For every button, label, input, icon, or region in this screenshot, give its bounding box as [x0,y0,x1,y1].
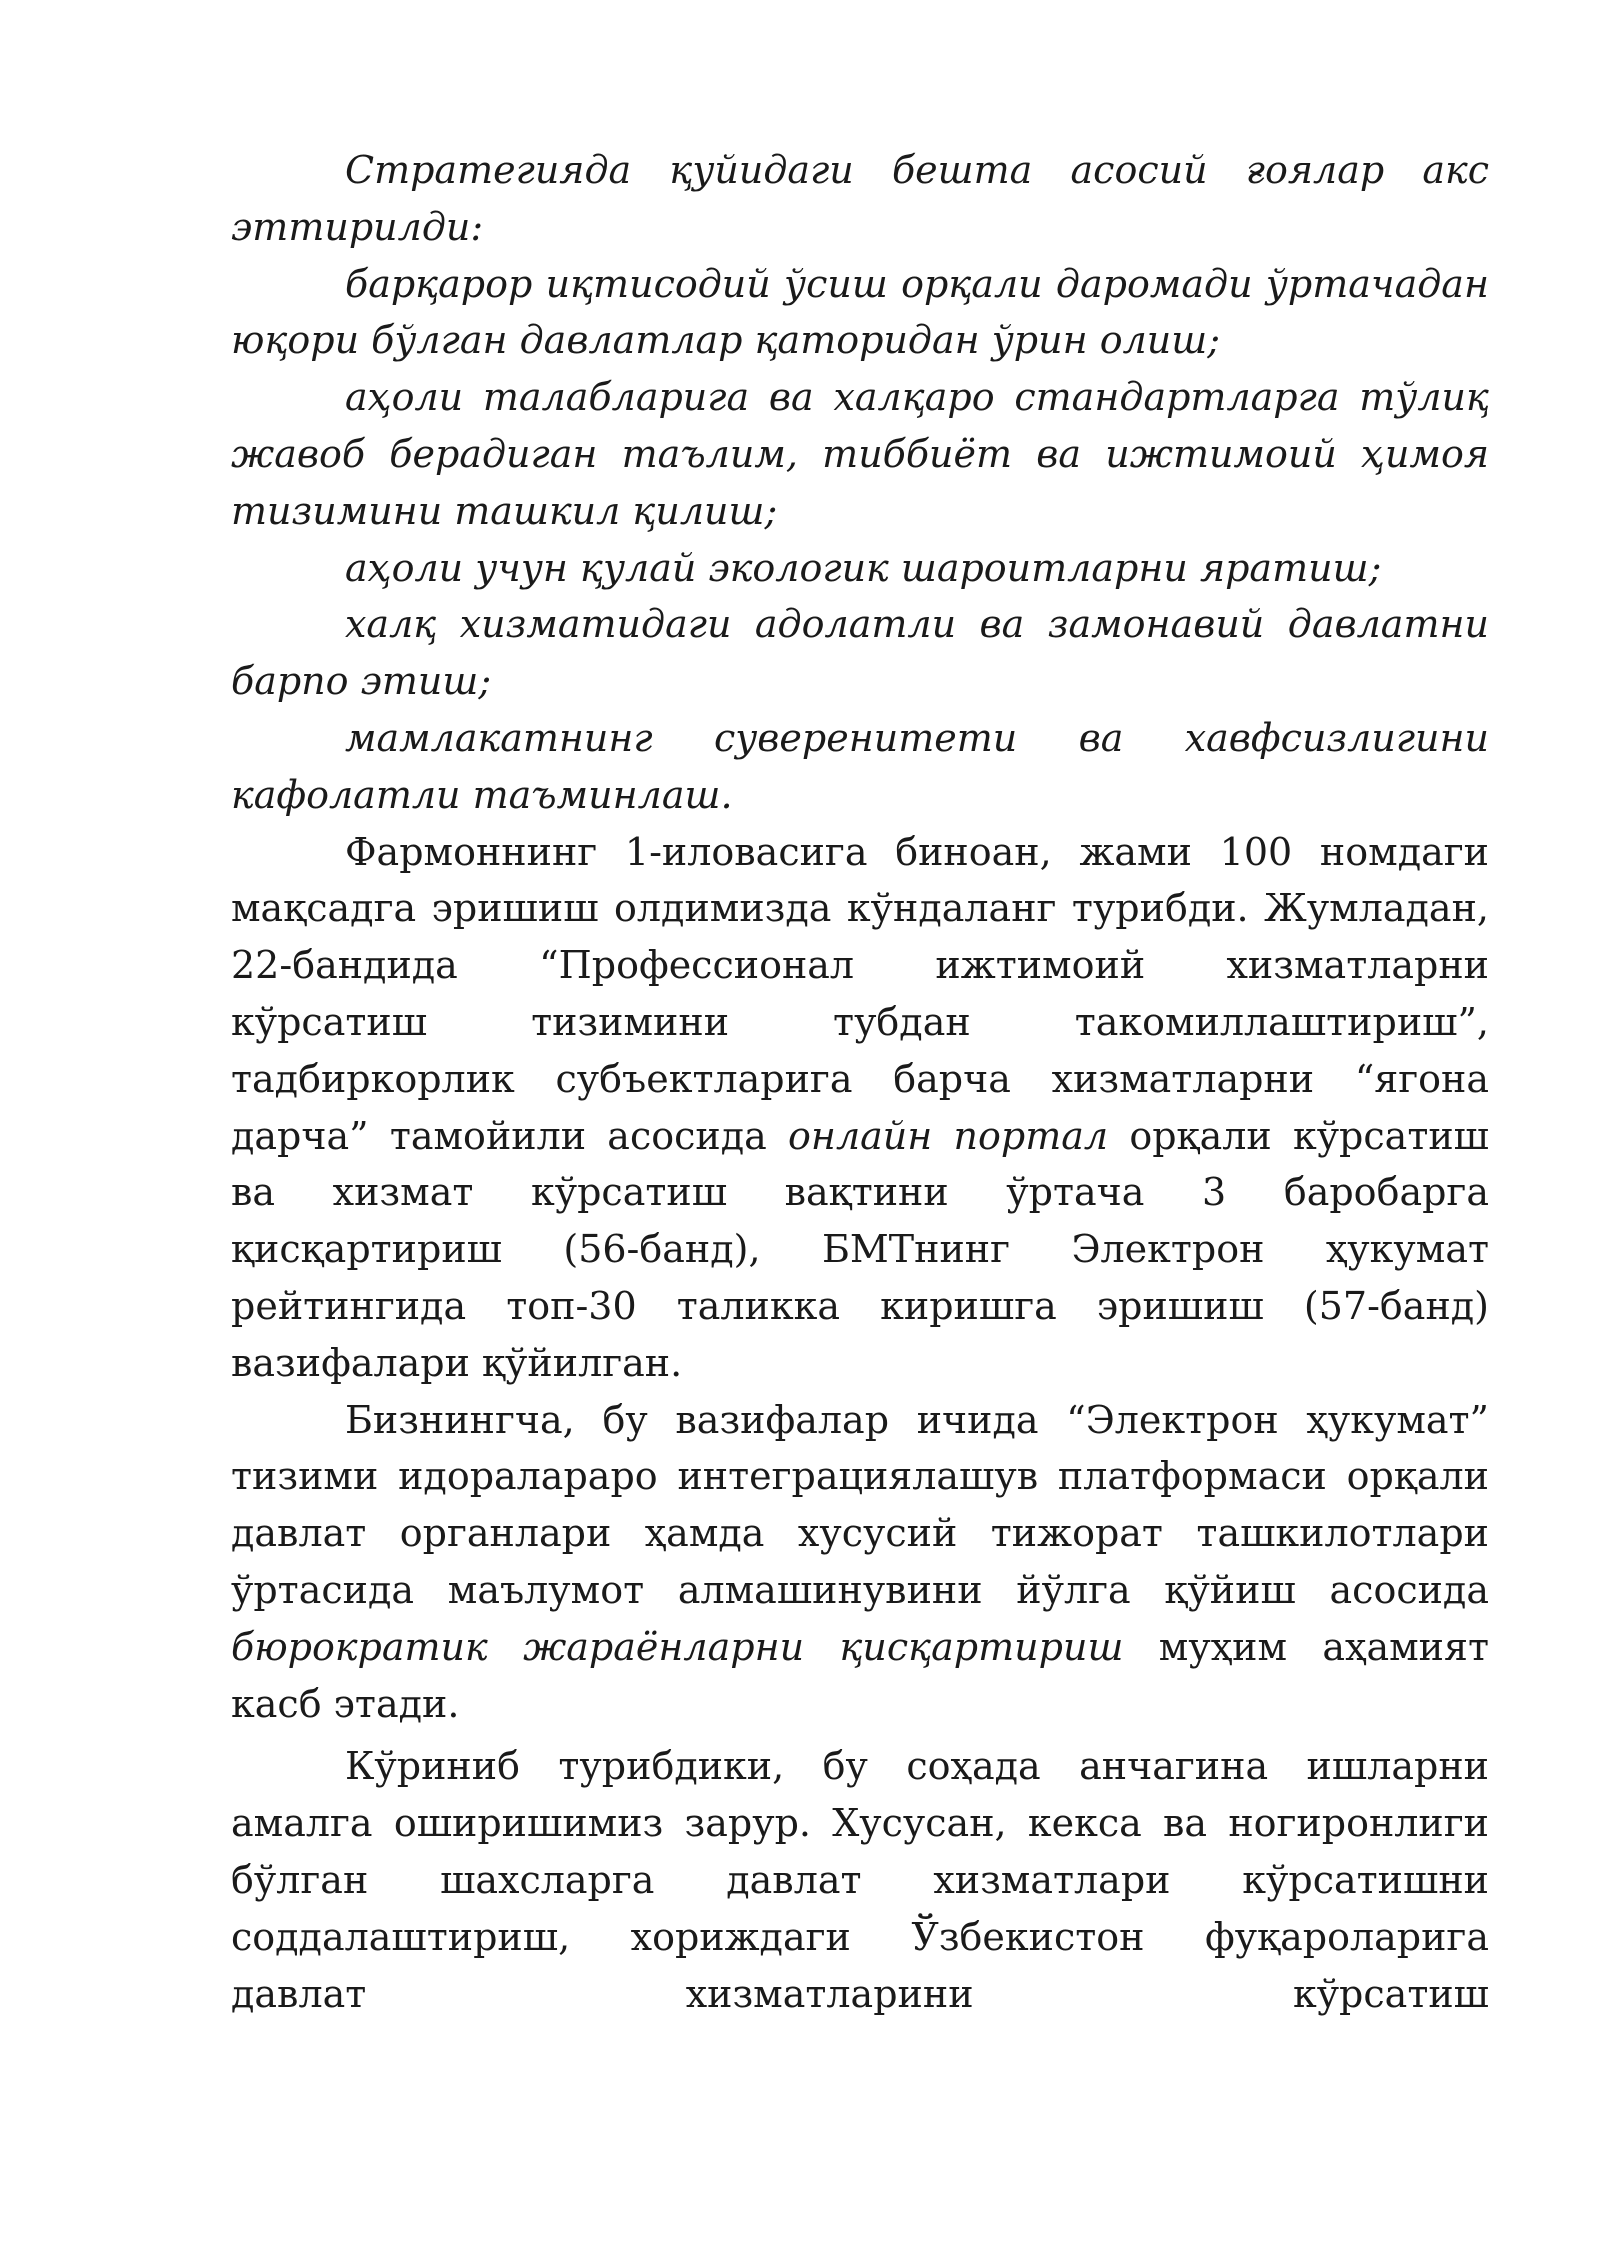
text-segment: барқарор иқтисодий ўсиш орқали даромади ўртачадан юқори бўлган давлатлар қаторидан ўрин олиш; [231,261,1489,363]
text-segment-italic: бюрократик жараёнларни қисқартириш [231,1624,1124,1669]
paragraph-idea-4 [231,596,1489,710]
paragraph-idea-5 [231,710,1489,824]
text-segment: Фармоннинг 1-иловасига биноан, жами 100 номдаги мақсадга эришиш олдимизда кўндаланг турибди. Жумладан, 22-бандида “Профессионал ижтимоий хизматларни кўрсатиш тизимини тубдан такомиллаштириш”, тадбиркорлик субъектларига барча хизматларни “ягона дарча” тамойили асосида [231,829,1489,1158]
text-segment: Кўриниб турибдики, бу соҳада анчагина ишларни амалга оширишимиз зарур. Хусусан, кекса ва ногиронлиги бўлган шахсларга давлат хизматлари кўрсатишни соддалаштириш, хориждаги Ўзбекистон фуқароларига давлат хизматларини кўрсатиш [231,1744,1489,2016]
text-segment: Бизнингча, бу вазифалар ичида “Электрон ҳукумат” тизими идоралараро интеграциялашув платформаси орқали давлат органлари ҳамда хусусий тижорат ташкилотлари ўртасида маълумот алмашинувини йўлга қўйиш асосида [231,1397,1489,1612]
document-page [231,142,1489,2022]
text-segment: орқали кўрсатиш ва хизмат кўрсатиш вақтини ўртача 3 баробарга қисқартириш (56-банд), БМТнинг Электрон ҳукумат рейтингида топ-30 таликка киришга эришиш (57-банд) вазифалари қўйилган. [231,1113,1489,1385]
paragraph-intro [231,142,1489,256]
paragraph-idea-2 [231,369,1489,539]
text-segment-italic: онлайн портал [788,1113,1109,1158]
paragraph-opinion [231,1392,1489,1733]
paragraph-conclusion [231,1738,1489,2022]
text-segment: Стратегияда қуйидаги бешта асосий ғоялар акс эттирилди: [231,148,1489,249]
text-segment: аҳоли талабларига ва халқаро стандартларга тўлиқ жавоб берадиган таълим, тиббиёт ва ижтимоий ҳимоя тизимини ташкил қилиш; [231,375,1489,533]
text-segment: аҳоли учун қулай экологик шароитларни яратиш; [345,545,1382,590]
text-segment: мамлакатнинг суверенитети ва хавфсизлигини кафолатли таъминлаш. [231,715,1489,817]
text-segment: муҳим аҳамият касб этади. [231,1624,1489,1726]
paragraph-decree [231,824,1489,1392]
paragraph-idea-1 [231,256,1489,370]
paragraph-idea-3 [231,540,1489,597]
text-segment: халқ хизматидаги адолатли ва замонавий давлатни барпо этиш; [231,602,1489,704]
